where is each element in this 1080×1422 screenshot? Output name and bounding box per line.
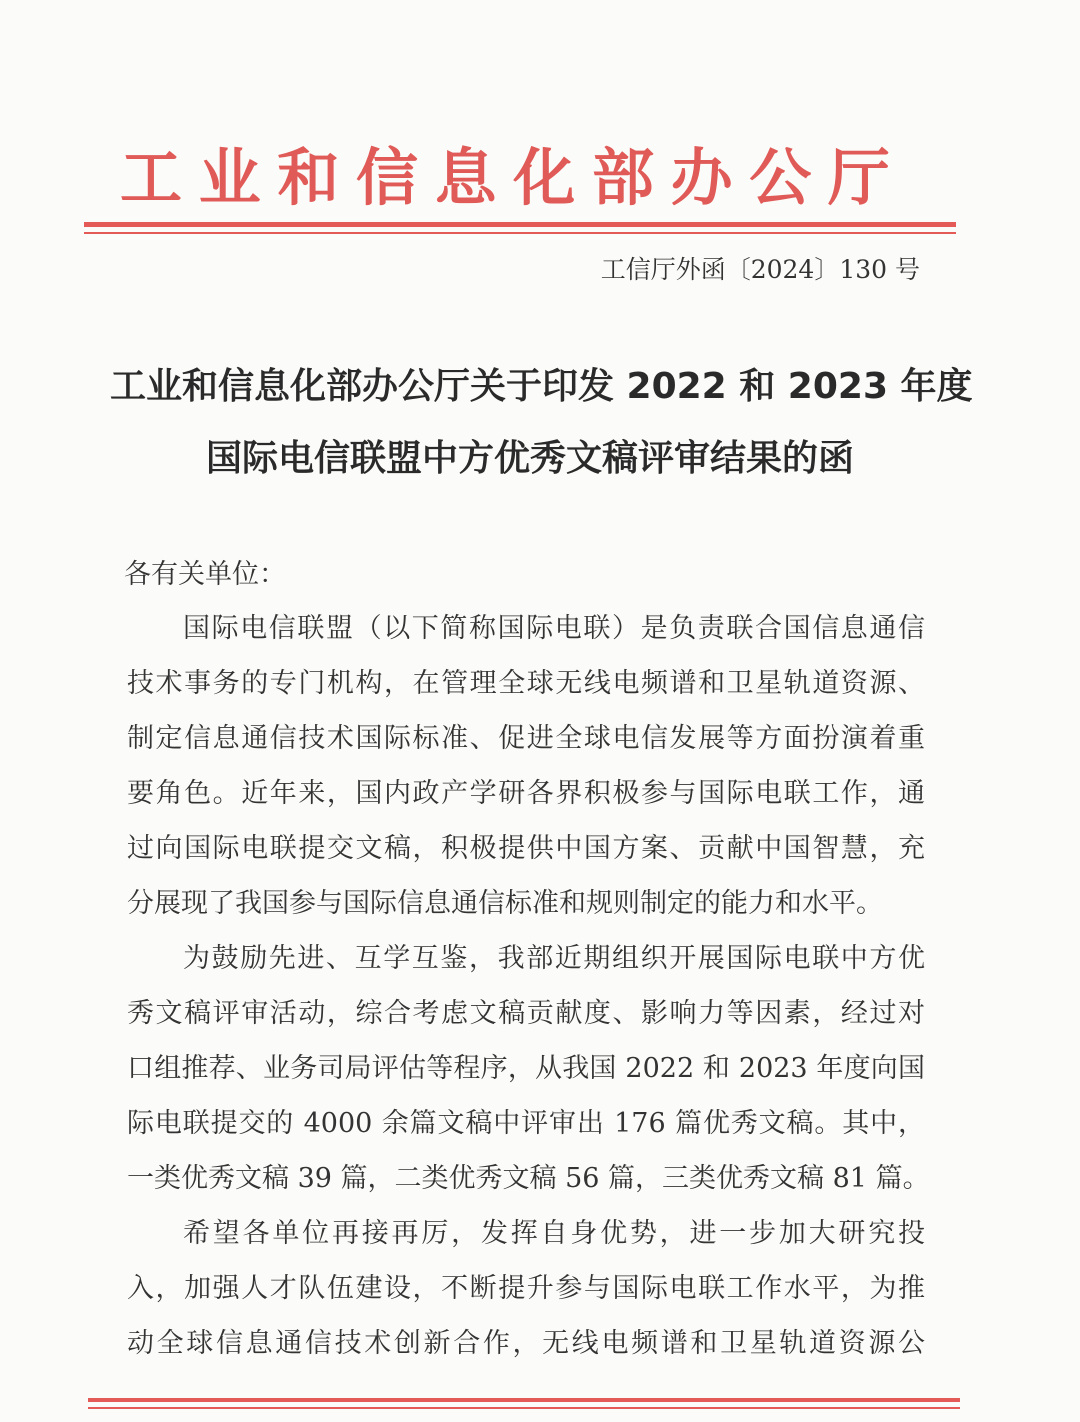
letterhead-char: 工 bbox=[120, 141, 183, 214]
paragraph-3-line: 入，加强人才队伍建设，不断提升参与国际电联工作水平，为推 bbox=[127, 1273, 925, 1304]
document-title-line-2: 国际电信联盟中方优秀文稿评审结果的函 bbox=[205, 438, 854, 479]
letterhead-char: 公 bbox=[749, 141, 812, 214]
salutation: 各有关单位： bbox=[124, 559, 286, 590]
footer-divider-thin bbox=[88, 1407, 960, 1409]
letterhead-char: 厅 bbox=[827, 141, 890, 214]
paragraph-1-line: 国际电信联盟（以下简称国际电联）是负责联合国信息通信 bbox=[183, 613, 925, 644]
paragraph-3-line: 动全球信息通信技术创新合作，无线电频谱和卫星轨道资源公 bbox=[127, 1328, 925, 1359]
paragraph-1-line: 制定信息通信技术国际标准、促进全球电信发展等方面扮演着重 bbox=[127, 723, 925, 754]
letterhead-char: 息 bbox=[434, 141, 497, 214]
paragraph-2-line: 一类优秀文稿 39 篇，二类优秀文稿 56 篇，三类优秀文稿 81 篇。 bbox=[127, 1163, 930, 1194]
letterhead-char: 业 bbox=[198, 141, 261, 214]
paragraph-1-line: 技术事务的专门机构，在管理全球无线电频谱和卫星轨道资源、 bbox=[127, 668, 925, 699]
letterhead-divider-thick bbox=[84, 222, 956, 227]
paragraph-1-line: 要角色。近年来，国内政产学研各界积极参与国际电联工作，通 bbox=[127, 778, 925, 809]
letterhead-char: 化 bbox=[513, 141, 576, 214]
letterhead bbox=[120, 138, 890, 218]
letterhead-char: 信 bbox=[355, 141, 418, 214]
document-number: 工信厅外函〔2024〕130 号 bbox=[600, 255, 920, 284]
paragraph-2-line: 际电联提交的 4000 余篇文稿中评审出 176 篇优秀文稿。其中， bbox=[127, 1108, 925, 1139]
paragraph-2-line: 秀文稿评审活动，综合考虑文稿贡献度、影响力等因素，经过对 bbox=[127, 998, 925, 1029]
footer-divider-thick bbox=[88, 1398, 960, 1402]
letterhead-char: 和 bbox=[277, 141, 340, 214]
paragraph-1-line: 过向国际电联提交文稿，积极提供中国方案、贡献中国智慧，充 bbox=[127, 833, 925, 864]
paragraph-3-line: 希望各单位再接再厉，发挥自身优势，进一步加大研究投 bbox=[183, 1218, 925, 1249]
letterhead-char: 部 bbox=[591, 141, 654, 214]
letterhead-divider-thin bbox=[84, 232, 956, 234]
letterhead-char: 办 bbox=[670, 141, 733, 214]
paragraph-2-line: 为鼓励先进、互学互鉴，我部近期组织开展国际电联中方优 bbox=[183, 943, 925, 974]
document-title-line-1: 工业和信息化部办公厅关于印发 2022 和 2023 年度 bbox=[110, 366, 973, 407]
paragraph-1-line: 分展现了我国参与国际信息通信标准和规则制定的能力和水平。 bbox=[127, 888, 883, 919]
paragraph-2-line: 口组推荐、业务司局评估等程序，从我国 2022 和 2023 年度向国 bbox=[127, 1053, 925, 1084]
